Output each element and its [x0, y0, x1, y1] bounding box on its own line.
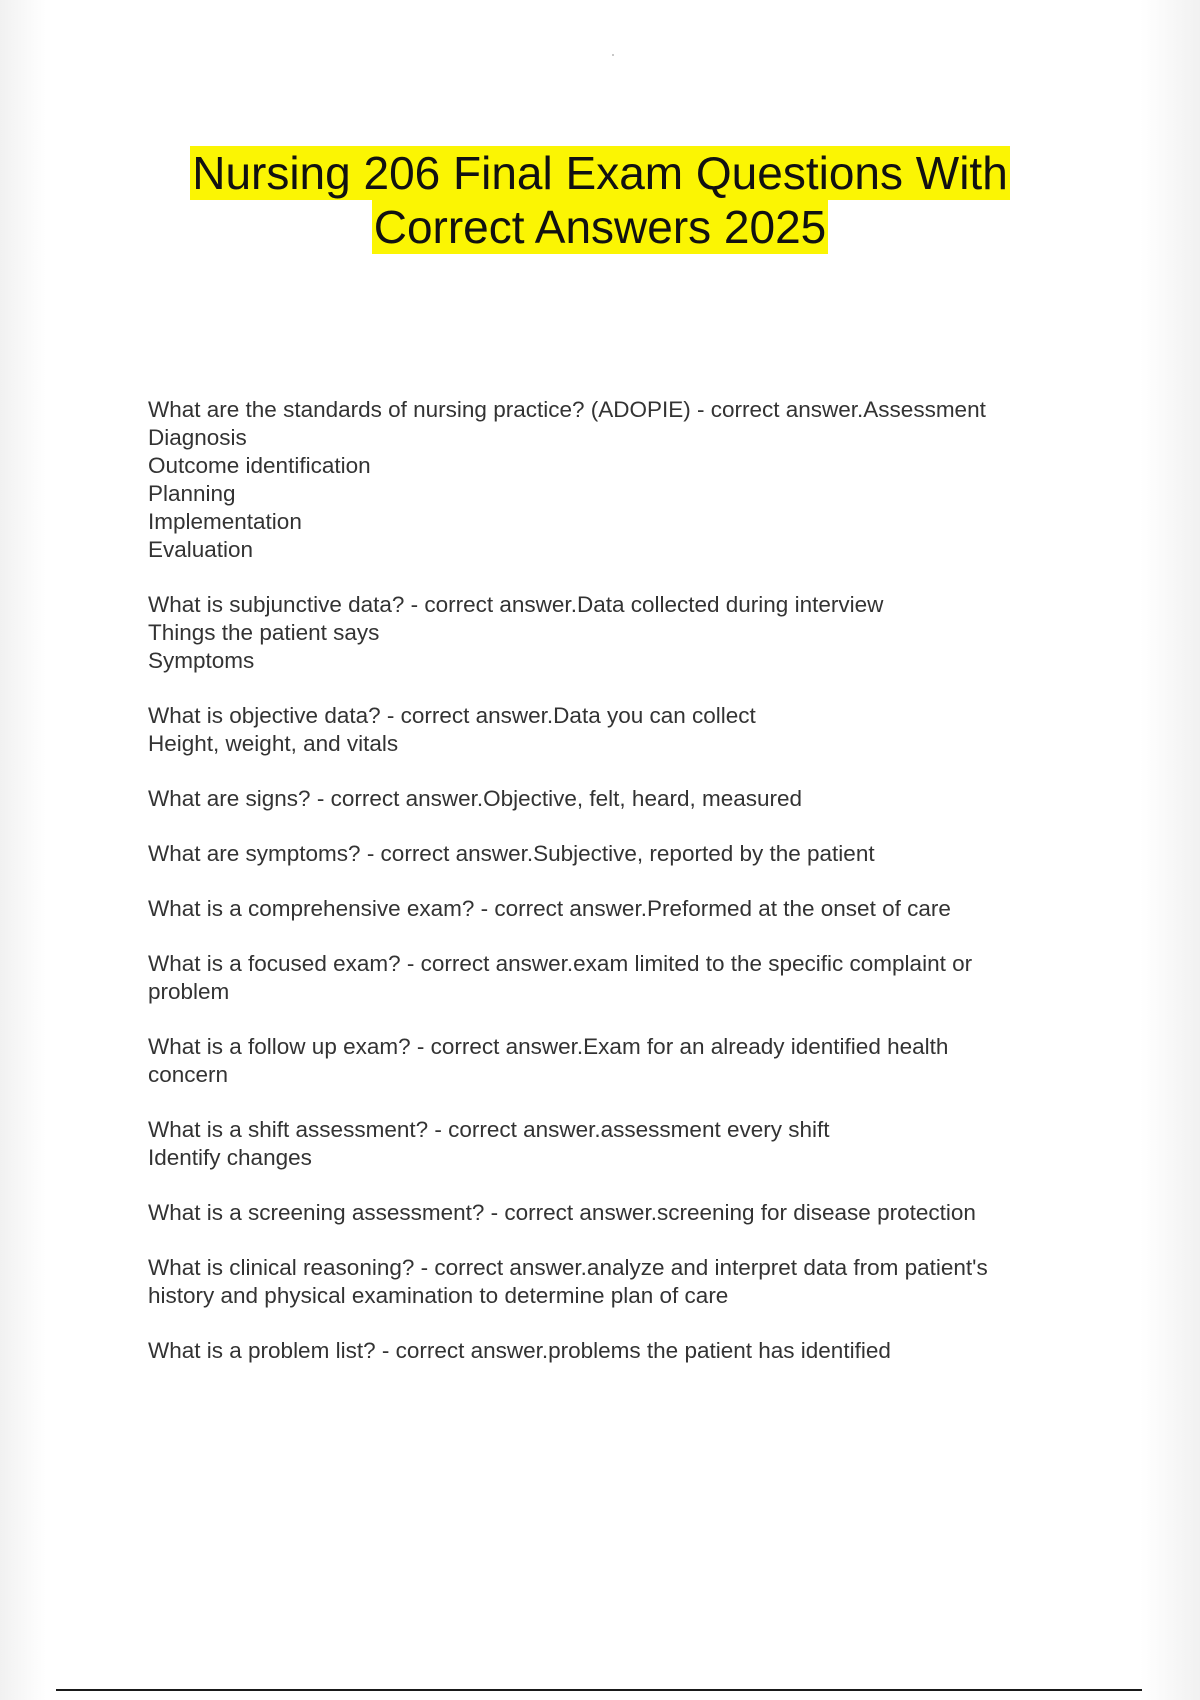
page-edge-left [0, 0, 46, 1700]
qa-question-line: What are the standards of nursing practice? (ADOPIE) - correct answer.Assessment [148, 397, 986, 422]
qa-question-line: What is a comprehensive exam? - correct answer.Preformed at the onset of care [148, 896, 951, 921]
qa-answer-line: Implementation [148, 509, 302, 534]
qa-answer-line: history and physical examination to determine plan of care [148, 1283, 729, 1308]
qa-question-line: What are signs? - correct answer.Objective, felt, heard, measured [148, 786, 803, 811]
qa-answer-line: Evaluation [148, 537, 254, 562]
title-line-1: Nursing 206 Final Exam Questions With [192, 147, 1008, 199]
qa-item [148, 895, 1078, 923]
qa-item [148, 396, 1078, 564]
page-edge-right [1140, 0, 1200, 1700]
qa-item [148, 950, 1078, 1006]
title-line-2: Correct Answers 2025 [373, 201, 827, 253]
qa-question-line: What is subjunctive data? - correct answer.Data collected during interview [148, 592, 884, 617]
qa-list [148, 396, 1078, 1392]
qa-question-line: What is a shift assessment? - correct answer.assessment every shift [148, 1117, 830, 1142]
qa-question-line: What is a follow up exam? - correct answer.Exam for an already identified health [148, 1034, 949, 1059]
qa-answer-line: Height, weight, and vitals [148, 731, 399, 756]
bottom-rule [56, 1689, 1142, 1691]
document-title [100, 146, 1100, 254]
qa-item [148, 591, 1078, 675]
qa-answer-line: Outcome identification [148, 453, 371, 478]
qa-item [148, 1254, 1078, 1310]
qa-answer-line: Things the patient says [148, 620, 380, 645]
qa-answer-line: problem [148, 979, 230, 1004]
qa-answer-line: concern [148, 1062, 229, 1087]
qa-question-line: What is clinical reasoning? - correct answer.analyze and interpret data from patient's [148, 1255, 988, 1280]
qa-question-line: What is objective data? - correct answer.Data you can collect [148, 703, 756, 728]
qa-item [148, 840, 1078, 868]
qa-item [148, 1033, 1078, 1089]
qa-item [148, 785, 1078, 813]
qa-question-line: What are symptoms? - correct answer.Subjective, reported by the patient [148, 841, 875, 866]
qa-item [148, 702, 1078, 758]
qa-answer-line: Identify changes [148, 1145, 312, 1170]
qa-question-line: What is a problem list? - correct answer.problems the patient has identified [148, 1338, 891, 1363]
qa-answer-line: Planning [148, 481, 236, 506]
qa-answer-line: Symptoms [148, 648, 255, 673]
qa-question-line: What is a focused exam? - correct answer.exam limited to the specific complaint or [148, 951, 973, 976]
qa-question-line: What is a screening assessment? - correct answer.screening for disease protection [148, 1200, 976, 1225]
qa-item [148, 1199, 1078, 1227]
qa-answer-line: Diagnosis [148, 425, 247, 450]
qa-item [148, 1116, 1078, 1172]
qa-item [148, 1337, 1078, 1365]
scan-speck [612, 54, 614, 56]
